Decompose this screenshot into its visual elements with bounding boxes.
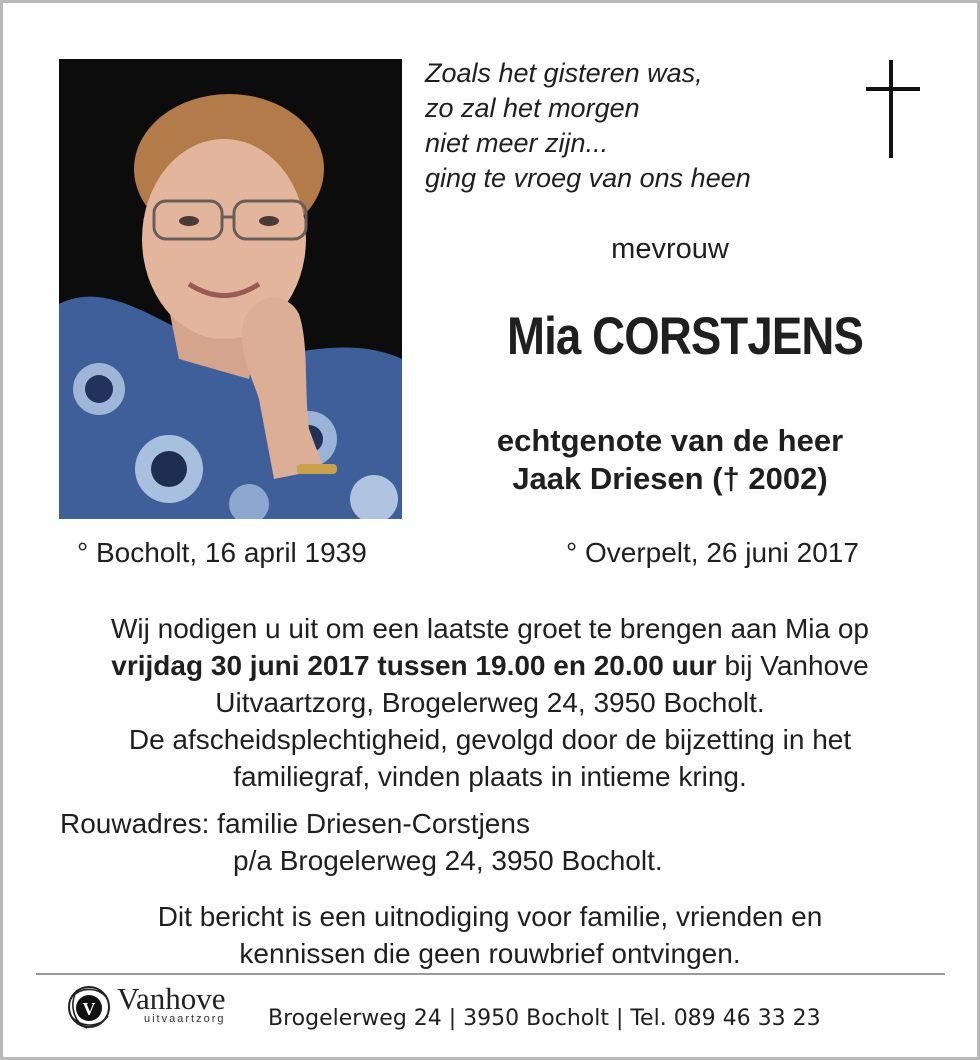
notice-line: kennissen die geen rouwbrief ontvingen. xyxy=(239,938,741,969)
poem-line: zo zal het morgen xyxy=(425,93,640,123)
address-line: Rouwadres: familie Driesen-Corstjens xyxy=(60,808,530,839)
invitation-line: familiegraf, vinden plaats in intieme kring. xyxy=(233,761,747,792)
footer-contact: Brogelerweg 24 | 3950 Bocholt | Tel. 089 46 33 23 xyxy=(268,1006,821,1031)
cross-icon xyxy=(862,60,922,165)
svg-text:V: V xyxy=(82,999,96,1019)
poem-line: niet meer zijn... xyxy=(425,128,609,158)
divider xyxy=(36,973,945,975)
mourning-address xyxy=(60,805,663,879)
invitation-line: De afscheidsplechtigheid, gevolgd door de bijzetting in het xyxy=(128,724,852,755)
invitation-line: Uitvaartzorg, Brogelerweg 24, 3950 Bocholt. xyxy=(215,687,765,718)
invitation-text xyxy=(40,610,940,795)
vanhove-logo xyxy=(63,982,225,1032)
vanhove-logo-icon xyxy=(63,982,115,1032)
notice-text xyxy=(40,898,940,972)
logo-text xyxy=(117,982,225,1025)
invitation-line: Wij nodigen u uit om een laatste groet te brengen aan Mia op xyxy=(110,613,870,644)
address-line: p/a Brogelerweg 24, 3950 Bocholt. xyxy=(233,845,663,876)
logo-name: Vanhove xyxy=(117,981,226,1016)
logo-subtitle: uitvaartzorg xyxy=(144,1013,226,1025)
portrait-photo xyxy=(59,59,402,519)
death-info: ° Overpelt, 26 juni 2017 xyxy=(566,537,859,568)
invitation-line-rest: bij Vanhove xyxy=(716,650,869,681)
spouse-info xyxy=(420,422,920,498)
poem xyxy=(425,56,751,196)
poem-line: ging te vroeg van ons heen xyxy=(425,163,751,193)
notice-line: Dit bericht is een uitnodiging voor familie, vrienden en xyxy=(157,901,823,932)
spouse-line: echtgenote van de heer xyxy=(496,423,844,458)
honorific: mevrouw xyxy=(611,233,729,265)
birth-info: ° Bocholt, 16 april 1939 xyxy=(77,537,367,568)
poem-line: Zoals het gisteren was, xyxy=(425,58,703,88)
spouse-name: Jaak Driesen († 2002) xyxy=(512,461,828,496)
deceased-name: Mia CORSTJENS xyxy=(506,307,864,366)
invitation-line xyxy=(40,647,940,684)
visitation-datetime: vrijdag 30 juni 2017 tussen 19.00 en 20.00 uur xyxy=(111,650,717,681)
